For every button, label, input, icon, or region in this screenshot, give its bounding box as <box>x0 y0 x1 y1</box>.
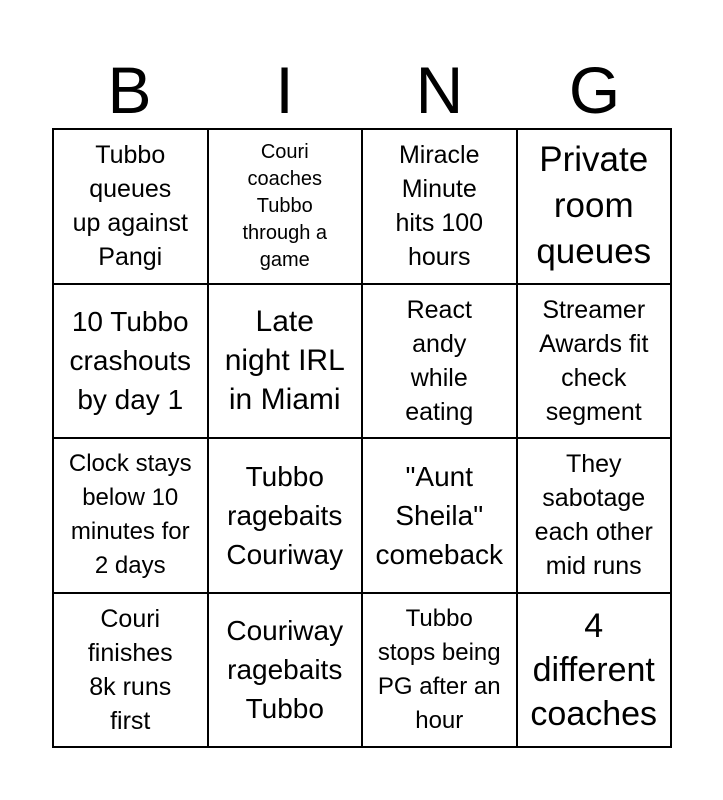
bingo-grid <box>52 128 672 748</box>
bingo-cell[interactable] <box>208 284 363 439</box>
bingo-cell[interactable] <box>208 438 363 593</box>
bingo-cell[interactable] <box>362 284 517 439</box>
bingo-cell-text: 10 Tubbo crashouts by day 1 <box>69 306 191 416</box>
bingo-cell[interactable] <box>517 438 672 593</box>
bingo-cell-text: Miracle Minute hits 100 hours <box>395 141 484 272</box>
bingo-cell[interactable] <box>517 284 672 439</box>
bingo-cell[interactable] <box>517 129 672 284</box>
bingo-cell[interactable] <box>53 284 208 439</box>
bingo-cell[interactable] <box>208 129 363 284</box>
bingo-cell[interactable] <box>362 438 517 593</box>
bingo-cell-text: 4 different coaches <box>530 606 658 733</box>
bingo-cell-text: Couriway ragebaits Tubbo <box>226 615 344 725</box>
bingo-cell-text: React andy while eating <box>405 295 474 426</box>
bingo-cell-text: Tubbo stops being PG after an hour <box>377 604 501 734</box>
header-letter-n: N <box>415 53 464 127</box>
bingo-header <box>52 52 672 128</box>
header-letter-i: I <box>275 53 294 127</box>
bingo-cell[interactable] <box>362 129 517 284</box>
bingo-cell-text: Streamer Awards fit check segment <box>539 295 649 426</box>
bingo-cell-text: Tubbo queues up against Pangi <box>72 141 188 272</box>
bingo-cell-text: Couri coaches Tubbo through a game <box>242 140 327 271</box>
header-letter-g: G <box>568 53 621 127</box>
bingo-cell[interactable] <box>53 438 208 593</box>
bingo-cell-text: Private room queues <box>536 140 652 272</box>
header-letter-b: B <box>107 53 152 127</box>
bingo-cell[interactable] <box>53 593 208 748</box>
bingo-cell[interactable] <box>53 129 208 284</box>
bingo-cell-text: They sabotage each other mid runs <box>534 450 653 581</box>
bingo-cell[interactable] <box>517 593 672 748</box>
bingo-cell-text: Couri finishes 8k runs first <box>87 604 173 735</box>
bingo-cell-text: "Aunt Sheila" comeback <box>375 460 504 570</box>
bingo-cell[interactable] <box>208 593 363 748</box>
bingo-cell-text: Clock stays below 10 minutes for 2 days <box>68 450 192 580</box>
bingo-cell-text: Tubbo ragebaits Couriway <box>226 460 344 570</box>
bingo-cell-text: Late night IRL in Miami <box>224 305 345 417</box>
bingo-cell[interactable] <box>362 593 517 748</box>
